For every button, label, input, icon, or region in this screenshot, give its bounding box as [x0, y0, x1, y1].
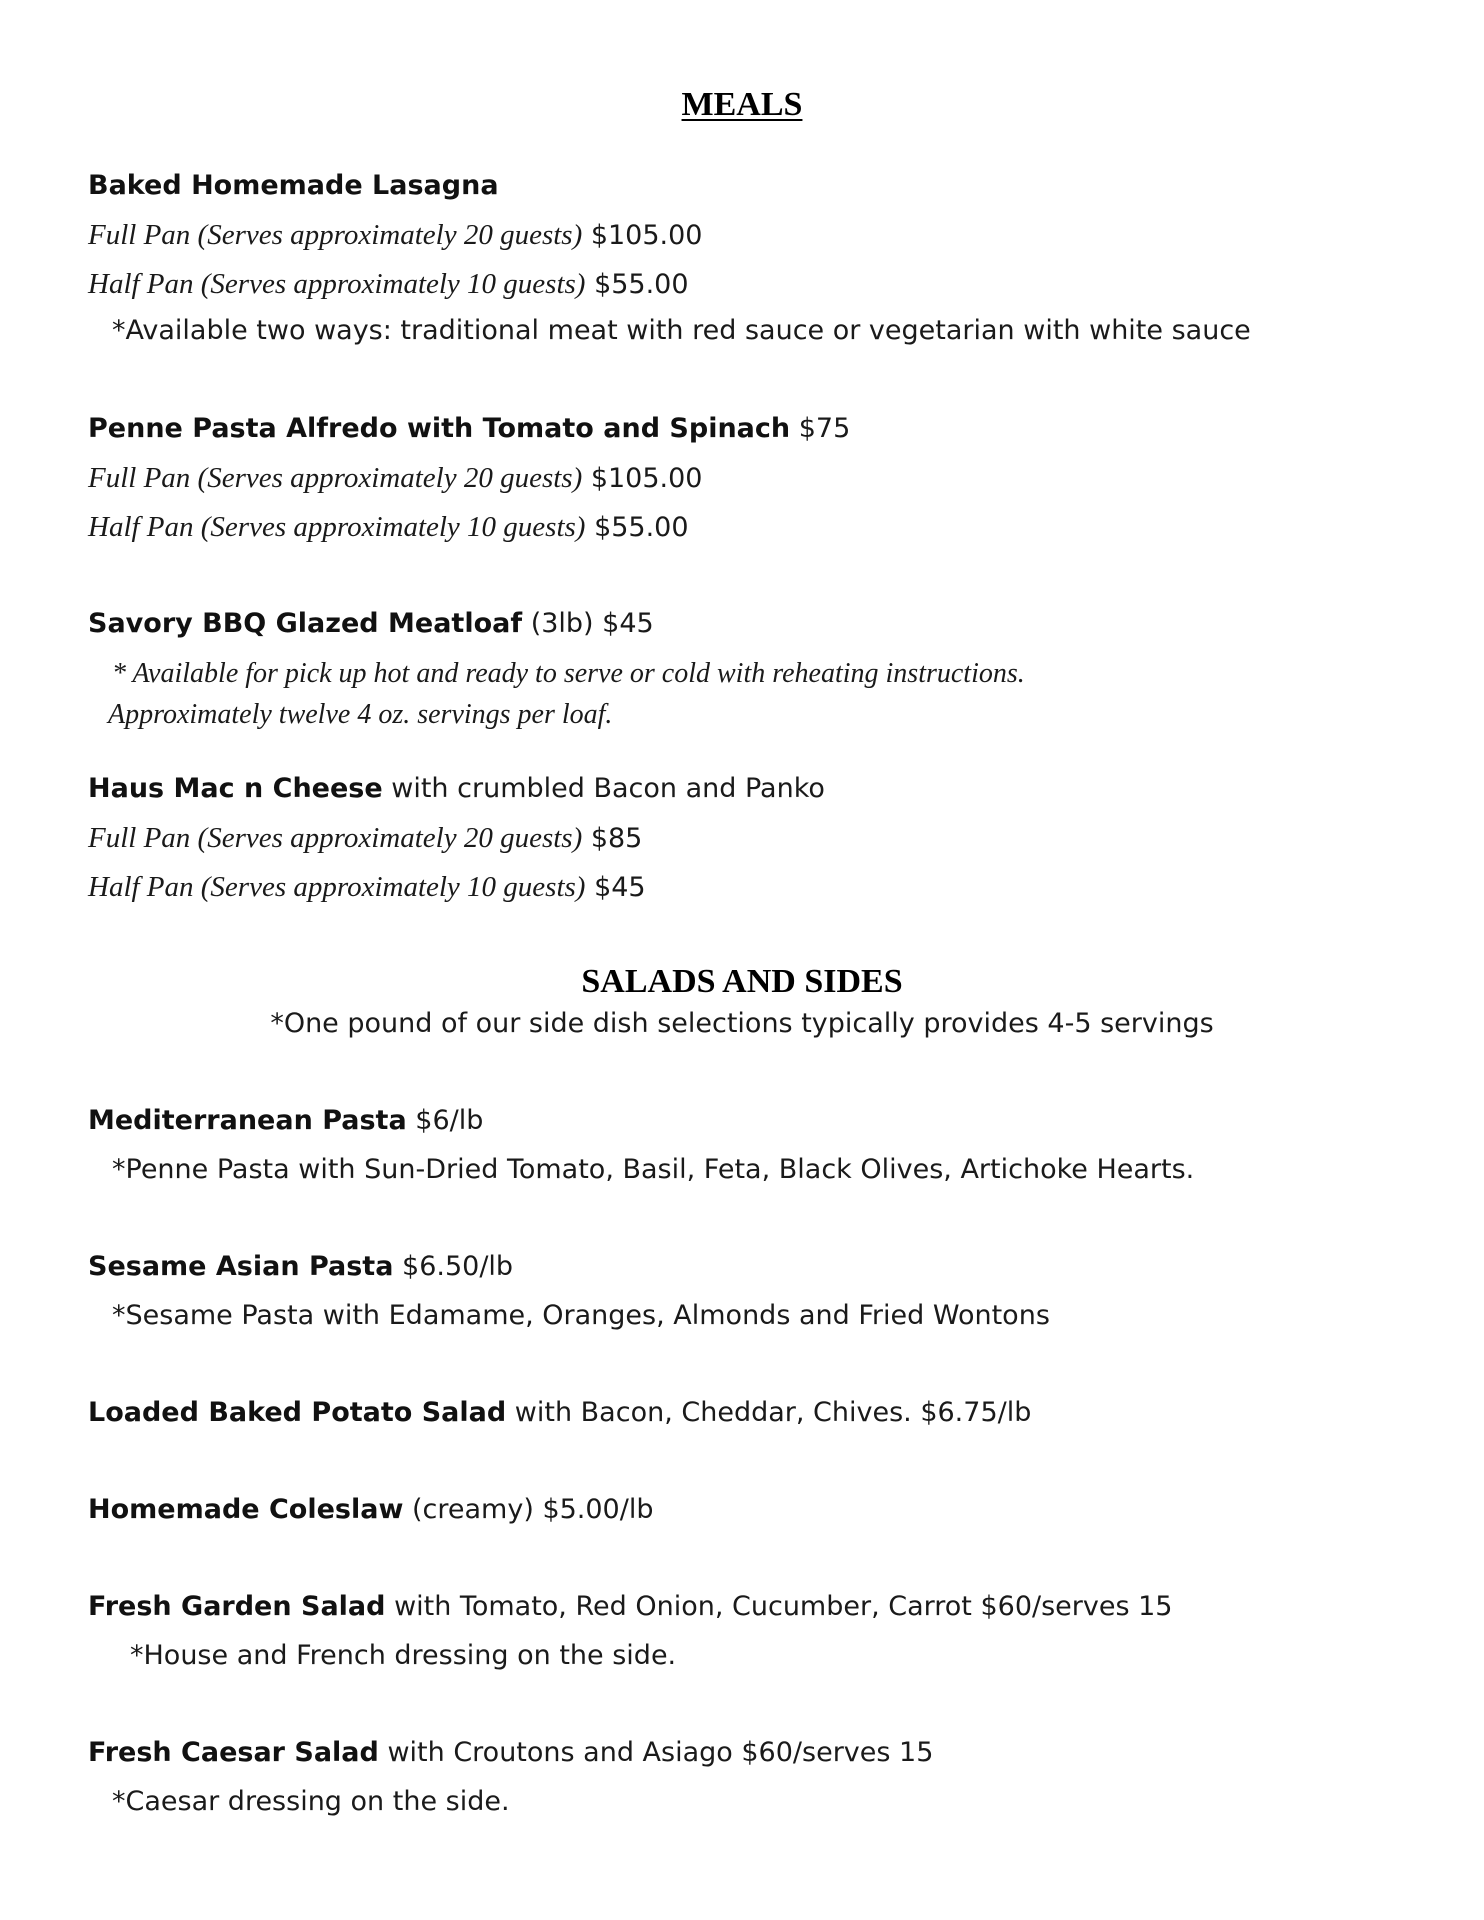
lasagna-title-line [88, 170, 499, 201]
caesar-detail: with Croutons and Asiago $60/serves 15 [387, 1737, 934, 1768]
potato-title-line [88, 1397, 1031, 1428]
meatloaf-title: Savory BBQ Glazed Meatloaf [88, 608, 523, 639]
coleslaw-detail: (creamy) $5.00/lb [412, 1494, 654, 1525]
lasagna-half-price: $55.00 [594, 269, 689, 300]
garden-note: *House and French dressing on the side. [130, 1640, 677, 1671]
sides-heading: SALADS AND SIDES [581, 963, 903, 1000]
mac-half-pan [88, 871, 646, 904]
penne-title-line [88, 413, 850, 444]
garden-title: Fresh Garden Salad [88, 1591, 386, 1622]
mediterranean-price: $6/lb [415, 1105, 484, 1136]
potato-title: Loaded Baked Potato Salad [88, 1397, 507, 1428]
mac-full-label: Full Pan (Serves approximately 20 guests) [88, 822, 583, 854]
lasagna-full-price: $105.00 [590, 220, 703, 251]
meatloaf-detail: (3lb) $45 [530, 608, 654, 639]
lasagna-full-label: Full Pan (Serves approximately 20 guests) [88, 219, 583, 251]
coleslaw-title-line [88, 1494, 653, 1525]
meals-heading [0, 86, 1484, 124]
mediterranean-title: Mediterranean Pasta [88, 1105, 407, 1136]
mac-full-pan [88, 822, 642, 855]
mac-title: Haus Mac n Cheese [88, 773, 383, 804]
mediterranean-note: *Penne Pasta with Sun-Dried Tomato, Basil, Feta, Black Olives, Artichoke Hearts. [112, 1154, 1195, 1185]
penne-full-price: $105.00 [590, 463, 703, 494]
caesar-note: *Caesar dressing on the side. [112, 1786, 510, 1817]
penne-title: Penne Pasta Alfredo with Tomato and Spinach [88, 413, 791, 444]
sesame-note: *Sesame Pasta with Edamame, Oranges, Almonds and Fried Wontons [112, 1300, 1050, 1331]
sides-subnote: *One pound of our side dish selections typically provides 4-5 servings [270, 1008, 1214, 1039]
mac-title-line [88, 773, 825, 804]
lasagna-note: *Available two ways: traditional meat with red sauce or vegetarian with white sauce [112, 315, 1251, 346]
penne-full-pan [88, 462, 702, 495]
penne-price: $75 [798, 413, 851, 444]
meals-heading-text: MEALS [681, 86, 803, 123]
penne-half-pan [88, 511, 689, 544]
sesame-title-line [88, 1251, 513, 1282]
penne-half-price: $55.00 [594, 512, 689, 543]
garden-title-line [88, 1591, 1172, 1622]
caesar-title-line [88, 1737, 933, 1768]
meatloaf-note-2: Approximately twelve 4 oz. servings per loaf. [108, 699, 613, 730]
penne-half-label: Half Pan (Serves approximately 10 guests) [88, 511, 586, 543]
penne-full-label: Full Pan (Serves approximately 20 guests) [88, 462, 583, 494]
mac-detail: with crumbled Bacon and Panko [391, 773, 825, 804]
sesame-price: $6.50/lb [402, 1251, 514, 1282]
lasagna-title: Baked Homemade Lasagna [88, 170, 499, 201]
sesame-title: Sesame Asian Pasta [88, 1251, 394, 1282]
lasagna-half-pan [88, 268, 689, 301]
garden-detail: with Tomato, Red Onion, Cucumber, Carrot $60/serves 15 [394, 1591, 1173, 1622]
mediterranean-title-line [88, 1105, 483, 1136]
coleslaw-title: Homemade Coleslaw [88, 1494, 404, 1525]
caesar-title: Fresh Caesar Salad [88, 1737, 379, 1768]
mac-full-price: $85 [590, 823, 643, 854]
mac-half-price: $45 [594, 872, 646, 903]
lasagna-half-label: Half Pan (Serves approximately 10 guests) [88, 268, 586, 300]
meatloaf-note-1: * Available for pick up hot and ready to serve or cold with reheating instructions. [112, 658, 1025, 689]
mac-half-label: Half Pan (Serves approximately 10 guests) [88, 871, 586, 903]
meatloaf-title-line [88, 608, 654, 639]
potato-detail: with Bacon, Cheddar, Chives. $6.75/lb [514, 1397, 1032, 1428]
lasagna-full-pan [88, 219, 702, 252]
